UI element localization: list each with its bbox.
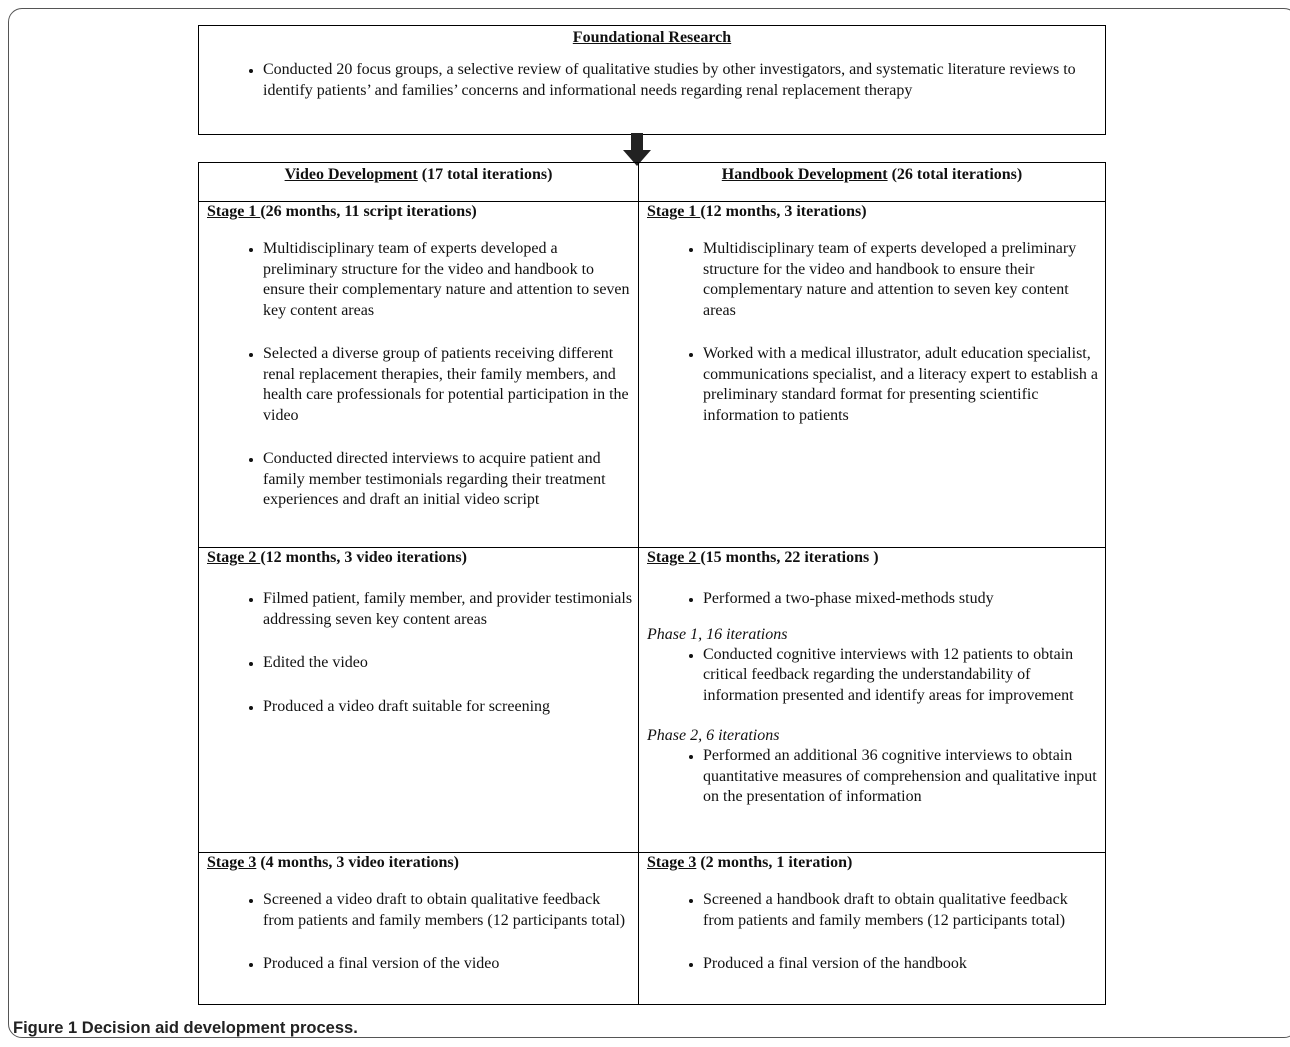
handbook-phase1-bullet: • Conducted cognitive interviews with 12 patients to obtain critical feedback regarding the understandability of information presented and identify areas for improvement bbox=[703, 645, 1099, 707]
foundational-research-box bbox=[198, 25, 1106, 135]
video-stage1-bullet: • Selected a diverse group of patients receiving different renal replacement therapies, their family members, and health care professionals for potential participation in the video bbox=[263, 344, 635, 426]
handbook-stage1-bullet: • Worked with a medical illustrator, adult education specialist, communications specialist, and a literacy expert to establish a preliminary standard format for presenting scientific information to patients bbox=[703, 344, 1099, 426]
video-stage3-title bbox=[207, 854, 635, 872]
handbook-stage1-bullet: • Multidisciplinary team of experts developed a preliminary structure for the video and handbook to ensure their complementary nature and attention to seven key content areas bbox=[703, 239, 1099, 321]
handbook-column-header bbox=[639, 166, 1105, 184]
handbook-stage2-detail: (15 months, 22 iterations ) bbox=[700, 549, 879, 566]
figure-caption-label: Figure 1 bbox=[13, 1019, 78, 1037]
video-stage1-bullet: • Multidisciplinary team of experts developed a preliminary structure for the video and handbook to ensure their complementary nature and attention to seven key content areas bbox=[263, 239, 635, 321]
video-header-iterations: (17 total iterations) bbox=[417, 166, 553, 183]
handbook-stage2-bullet: • Performed a two-phase mixed-methods study bbox=[703, 589, 1099, 610]
header-divider bbox=[199, 201, 1105, 202]
figure-caption bbox=[13, 1019, 358, 1038]
handbook-stage2-title bbox=[647, 549, 1099, 567]
handbook-stage2 bbox=[647, 549, 1099, 808]
video-stage3-label: Stage 3 bbox=[207, 854, 257, 871]
video-stage2-label: Stage 2 bbox=[207, 549, 261, 566]
handbook-stage3-title bbox=[647, 854, 1099, 872]
video-stage2 bbox=[207, 549, 635, 717]
handbook-stage3-detail: (2 months, 1 iteration) bbox=[696, 854, 853, 871]
handbook-stage1-label: Stage 1 bbox=[647, 203, 701, 220]
handbook-stage1-detail: (12 months, 3 iterations) bbox=[700, 203, 867, 220]
column-divider bbox=[638, 163, 639, 1004]
video-stage1 bbox=[207, 203, 635, 511]
video-stage1-detail: (26 months, 11 script iterations) bbox=[260, 203, 477, 220]
video-stage2-detail: (12 months, 3 video iterations) bbox=[260, 549, 467, 566]
handbook-phase1-label: Phase 1, 16 iterations bbox=[647, 625, 788, 643]
video-header-label: Video Development bbox=[284, 166, 418, 183]
handbook-stage1-title bbox=[647, 203, 1099, 221]
handbook-stage2-label: Stage 2 bbox=[647, 549, 701, 566]
video-stage1-title bbox=[207, 203, 635, 221]
stage2-divider bbox=[199, 852, 1105, 853]
foundational-title: Foundational Research bbox=[572, 29, 732, 46]
handbook-stage3-bullet: • Screened a handbook draft to obtain qualitative feedback from patients and family members (12 participants total) bbox=[703, 890, 1069, 931]
handbook-phase2-bullet: • Performed an additional 36 cognitive interviews to obtain quantitative measures of comprehension and qualitative input on the presentation of information bbox=[703, 746, 1099, 808]
development-table bbox=[198, 162, 1106, 1005]
handbook-stage3-bullet: • Produced a final version of the handbook bbox=[703, 954, 1069, 975]
stage1-divider bbox=[199, 547, 1105, 548]
video-column-header bbox=[199, 166, 638, 184]
figure-caption-text: Decision aid development process. bbox=[77, 1019, 358, 1037]
video-stage3-bullet: • Screened a video draft to obtain qualitative feedback from patients and family members (12 participants total) bbox=[263, 890, 635, 931]
handbook-header-label: Handbook Development bbox=[721, 166, 888, 183]
handbook-header-iterations: (26 total iterations) bbox=[887, 166, 1023, 183]
video-stage3 bbox=[207, 854, 635, 975]
video-stage3-detail: (4 months, 3 video iterations) bbox=[256, 854, 459, 871]
video-stage2-title bbox=[207, 549, 635, 567]
handbook-phase2-label: Phase 2, 6 iterations bbox=[647, 727, 780, 744]
handbook-stage3-label: Stage 3 bbox=[647, 854, 697, 871]
handbook-stage1 bbox=[647, 203, 1099, 426]
foundational-bullet: • Conducted 20 focus groups, a selective review of qualitative studies by other investigators, and systematic literature reviews to identify patients’ and families’ concerns and informational needs regarding renal replacement therapy bbox=[263, 60, 1081, 101]
video-stage2-bullet: • Produced a video draft suitable for screening bbox=[263, 697, 635, 718]
video-stage1-bullet: • Conducted directed interviews to acquire patient and family member testimonials regarding their treatment experiences and draft an initial video script bbox=[263, 449, 635, 511]
video-stage3-bullet: • Produced a final version of the video bbox=[263, 954, 635, 975]
video-stage2-bullet: • Filmed patient, family member, and provider testimonials addressing seven key content areas bbox=[263, 589, 635, 630]
video-stage1-label: Stage 1 bbox=[207, 203, 261, 220]
video-stage2-bullet: • Edited the video bbox=[263, 653, 635, 674]
handbook-stage3 bbox=[647, 854, 1099, 975]
